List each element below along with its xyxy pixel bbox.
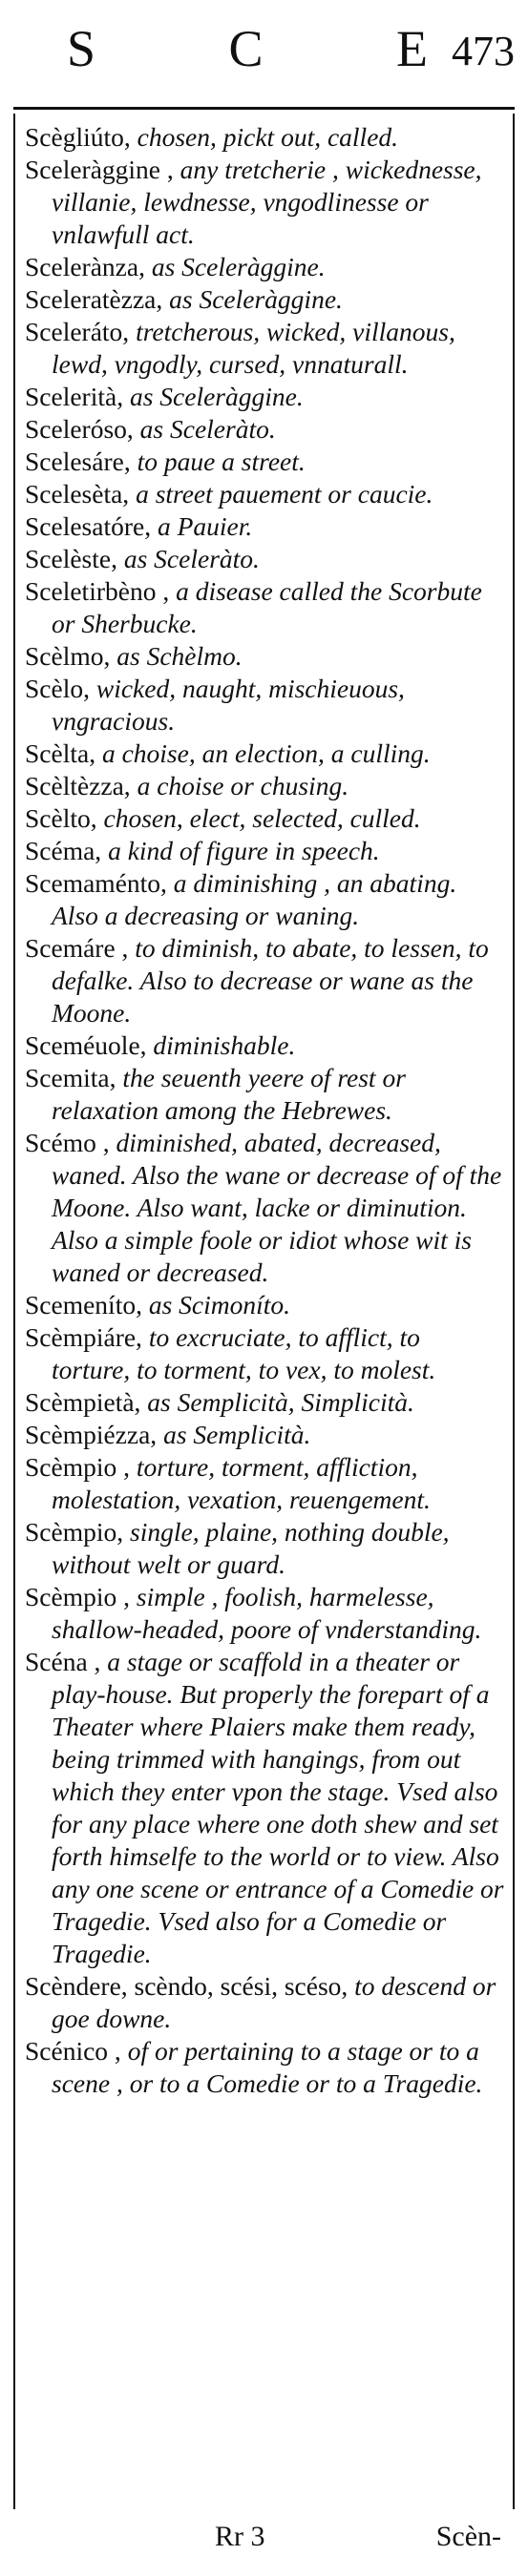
entry-definition: a kind of figure in speech. — [108, 836, 380, 865]
entry-definition: diminished, abated, decreased, waned. Also the wane or decrease of of the Moone. Also want, lacke or diminution. Also a simple foole or idiot whose wit is waned or decreased. — [52, 1128, 502, 1287]
dictionary-entry — [25, 1289, 505, 1321]
entry-headword: Scelesatóre, — [25, 511, 152, 541]
dictionary-entry — [25, 1419, 505, 1451]
entry-definition: the seuenth yeere of rest or relaxation among the Hebrewes. — [52, 1063, 406, 1125]
dictionary-entry — [25, 1386, 505, 1419]
entry-definition: diminishable. — [153, 1030, 296, 1060]
page-header — [0, 0, 528, 113]
entry-headword: Scémo , — [25, 1128, 110, 1157]
entry-headword: Sceleráto, — [25, 317, 130, 346]
dictionary-entry — [25, 575, 505, 640]
entry-headword: Scèmpio , — [25, 1452, 130, 1482]
entry-headword: Scemita, — [25, 1063, 116, 1092]
entry-definition: a street pauement or caucie. — [136, 479, 433, 509]
dictionary-entry — [25, 770, 505, 802]
dictionary-entry — [25, 867, 505, 932]
dictionary-entry — [25, 835, 505, 867]
dictionary-entry — [25, 413, 505, 446]
dictionary-entry — [25, 1029, 505, 1062]
entry-definition: simple , foolish, harmelesse, shallow-headed, poore of vnderstanding. — [52, 1582, 482, 1644]
entry-definition: tretcherous, wicked, villanous, lewd, vngodly, cursed, vnnaturall. — [52, 317, 455, 379]
dictionary-entry — [25, 932, 505, 1029]
dictionary-entry — [25, 737, 505, 770]
entry-definition: to paue a street. — [137, 447, 306, 476]
page-number: 473 — [452, 28, 515, 74]
entry-headword: Sceletirbèno , — [25, 576, 170, 606]
entry-headword: Sceméuole, — [25, 1030, 147, 1060]
dictionary-entry — [25, 251, 505, 283]
entry-definition: as Semplicità, Simplicità. — [147, 1387, 414, 1417]
page-footer — [0, 2511, 528, 2576]
entry-headword: Scèlmo, — [25, 641, 111, 671]
dictionary-entry — [25, 381, 505, 413]
dictionary-entry — [25, 543, 505, 575]
entry-definition: a diminishing , an abating. Also a decreasing or waning. — [52, 868, 457, 930]
entry-headword: Sceleróso, — [25, 414, 134, 444]
entry-definition: to excruciate, to afflict, to torture, to torment, to vex, to molest. — [52, 1322, 436, 1384]
entry-definition: as Schèlmo. — [116, 641, 243, 671]
entry-headword: Scéma, — [25, 836, 102, 865]
entry-definition: chosen, pickt out, called. — [137, 122, 399, 152]
dictionary-entry — [25, 1451, 505, 1516]
dictionary-entry — [25, 1646, 505, 1970]
dictionary-entry — [25, 640, 505, 673]
entry-definition: to descend or goe downe. — [52, 1971, 496, 2033]
dictionary-entry — [25, 802, 505, 835]
entry-headword: Scèlto, — [25, 803, 97, 833]
dictionary-entry — [25, 478, 505, 510]
entry-definition: a choise, an election, a culling. — [101, 738, 431, 768]
entry-headword: Scèltèzza, — [25, 771, 131, 800]
entry-headword: Scelerità, — [25, 382, 124, 411]
dictionary-entry — [25, 154, 505, 251]
entry-definition: a disease called the Scorbute or Sherbucke. — [52, 576, 482, 638]
entry-headword: Scelèste, — [25, 544, 117, 573]
dictionary-entry — [25, 121, 505, 154]
signature-mark: Rr 3 — [215, 2521, 265, 2552]
entry-definition: torture, torment, affliction, molestation, vexation, reuengement. — [52, 1452, 431, 1514]
dictionary-entry — [25, 1062, 505, 1127]
dictionary-entry — [25, 1516, 505, 1581]
dictionary-entry — [25, 673, 505, 737]
entry-headword: Scèmpio , — [25, 1582, 130, 1611]
entry-column — [13, 114, 515, 2509]
entry-definition: any tretcherie , wickednesse, villanie, lewdnesse, vngodlinesse or vnlawfull act. — [52, 155, 482, 249]
entry-headword: Scèmpio, — [25, 1517, 124, 1547]
running-head-letter-2: C — [228, 20, 265, 77]
dictionary-entry — [25, 510, 505, 543]
entry-definition: single, plaine, nothing double, without welt or guard. — [52, 1517, 450, 1579]
entry-headword: Scénico , — [25, 2036, 121, 2066]
catchword: Scèn- — [435, 2521, 501, 2552]
entry-headword: Scemaménto, — [25, 868, 167, 898]
entry-definition: a stage or scaffold in a theater or play-house. But properly the forepart of a Theater where Plaiers make them ready, being trimmed with hangings, from out which they enter vpon the stage. Vsed also for any place where one doth shew and set forth himselfe to the world or to view. Also any one scene or entrance of a Comedie or Tragedie. Vsed also for a Comedie or Tragedie. — [52, 1647, 504, 1968]
running-head-letter-3: E — [395, 20, 430, 77]
header-rule — [13, 107, 515, 110]
entry-definition: as Semplicità. — [163, 1420, 311, 1449]
entry-headword: Scèmpiáre, — [25, 1322, 142, 1352]
dictionary-entry — [25, 1581, 505, 1646]
running-head — [67, 19, 430, 78]
entry-headword: Scemáre , — [25, 933, 129, 963]
entry-definition: chosen, elect, selected, culled. — [103, 803, 421, 833]
entry-headword: Scèlo, — [25, 674, 90, 703]
entry-definition: a choise or chusing. — [137, 771, 349, 800]
entry-headword: Scèndere, scèndo, scési, scéso, — [25, 1971, 348, 2001]
entry-definition: as Sceleràggine. — [151, 252, 326, 281]
entry-definition: to diminish, to abate, to lessen, to defalke. Also to decrease or wane as the Moone. — [52, 933, 489, 1028]
entry-headword: Scelerànza, — [25, 252, 145, 281]
entry-headword: Scéna , — [25, 1647, 101, 1676]
entry-headword: Scèmpiézza, — [25, 1420, 158, 1449]
entry-definition: as Sceleràto. — [139, 414, 276, 444]
dictionary-entry — [25, 283, 505, 316]
entry-headword: Scèmpietà, — [25, 1387, 141, 1417]
dictionary-entry — [25, 316, 505, 381]
entry-headword: Scemeníto, — [25, 1290, 142, 1319]
entry-headword: Sceleratèzza, — [25, 284, 163, 314]
dictionary-entry — [25, 1321, 505, 1386]
entry-definition: as Scimoníto. — [148, 1290, 291, 1319]
entry-definition: of or pertaining to a stage or to a scene , or to a Comedie or to a Tragedie. — [52, 2036, 483, 2098]
entry-list — [15, 114, 513, 2100]
entry-headword: Scelesèta, — [25, 479, 130, 509]
dictionary-entry — [25, 1127, 505, 1289]
entry-headword: Scèlta, — [25, 738, 96, 768]
entry-headword: Scelesáre, — [25, 447, 131, 476]
entry-definition: as Sceleràggine. — [129, 382, 304, 411]
entry-definition: as Sceleràggine. — [169, 284, 343, 314]
entry-definition: a Pauier. — [157, 511, 253, 541]
entry-definition: wicked, naught, mischieuous, vngracious. — [52, 674, 405, 736]
dictionary-entry — [25, 446, 505, 478]
entry-definition: as Sceleràto. — [123, 544, 260, 573]
dictionary-entry — [25, 2035, 505, 2100]
running-head-letter-1: S — [67, 20, 98, 77]
entry-headword: Sceleràggine , — [25, 155, 174, 184]
dictionary-entry — [25, 1970, 505, 2035]
entry-headword: Scègliúto, — [25, 122, 131, 152]
